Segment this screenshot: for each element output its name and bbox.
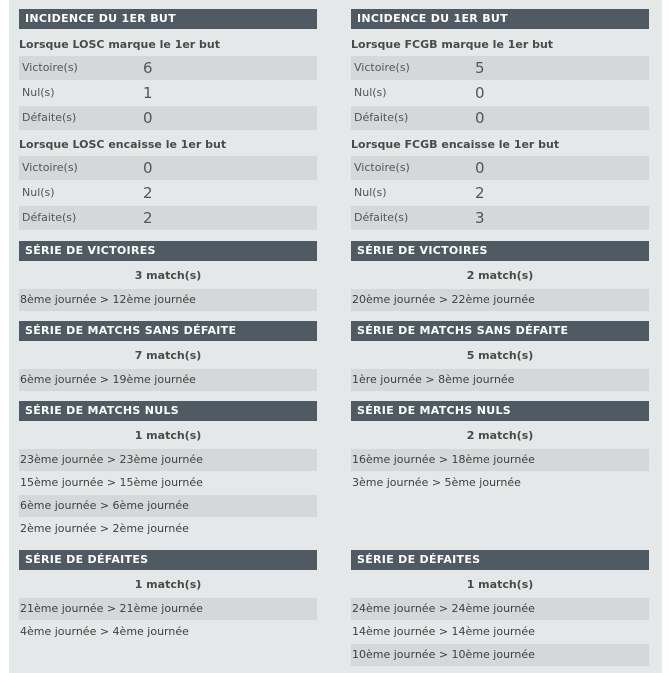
stat-label: Nul(s): [22, 86, 55, 99]
streak-range: [351, 644, 649, 666]
stat-label: Nul(s): [354, 186, 387, 199]
streak-range: [19, 621, 317, 643]
streak-range-text: 6ème journée > 19ème journée: [20, 373, 196, 386]
stat-label: Nul(s): [354, 86, 387, 99]
streak-range-text: 1ère journée > 8ème journée: [352, 373, 515, 386]
streak-range: [19, 449, 317, 471]
streak-range: [19, 472, 317, 494]
defeats-streak-header: SÉRIE DE DÉFAITES: [19, 550, 317, 570]
unbeaten-streak-header: SÉRIE DE MATCHS SANS DÉFAITE: [19, 321, 317, 341]
stat-value: 5: [475, 59, 485, 77]
streak-range-text: 2ème journée > 2ème journée: [20, 522, 189, 535]
defeats-streak-count: 1 match(s): [466, 578, 534, 591]
stat-label: Victoire(s): [22, 161, 78, 174]
incidence-header: INCIDENCE DU 1ER BUT: [19, 9, 317, 29]
stat-row-draws: [351, 181, 649, 205]
wins-streak-count: 3 match(s): [134, 269, 202, 282]
stat-row-draws: [19, 181, 317, 205]
streak-range: [351, 289, 649, 311]
stat-row-draws: [19, 81, 317, 105]
stat-value: 0: [475, 84, 485, 102]
streak-range: [351, 472, 649, 494]
streak-range-text: 16ème journée > 18ème journée: [352, 453, 535, 466]
streak-range-text: 15ème journée > 15ème journée: [20, 476, 203, 489]
stat-row-defeats: [19, 206, 317, 230]
stat-row-defeats: [19, 106, 317, 130]
streak-range: [19, 598, 317, 620]
wins-streak-header: SÉRIE DE VICTOIRES: [19, 241, 317, 261]
stat-value: 2: [475, 184, 485, 202]
stat-row-wins: [351, 156, 649, 180]
concedes-first-label: Lorsque LOSC encaisse le 1er but: [19, 138, 227, 151]
incidence-header: INCIDENCE DU 1ER BUT: [351, 9, 649, 29]
streak-range: [351, 598, 649, 620]
streak-range-text: 23ème journée > 23ème journée: [20, 453, 203, 466]
stat-label: Défaite(s): [354, 111, 409, 124]
stat-row-defeats: [351, 106, 649, 130]
stat-label: Défaite(s): [354, 211, 409, 224]
streak-range-text: 24ème journée > 24ème journée: [352, 602, 535, 615]
stat-label: Victoire(s): [354, 61, 410, 74]
streak-range: [19, 289, 317, 311]
streak-range-text: 6ème journée > 6ème journée: [20, 499, 189, 512]
streak-range: [19, 495, 317, 517]
streak-range-text: 10ème journée > 10ème journée: [352, 648, 535, 661]
stat-value: 3: [475, 209, 485, 227]
stat-value: 0: [143, 159, 153, 177]
scores-first-label: Lorsque FCGB marque le 1er but: [351, 38, 554, 51]
concedes-first-label: Lorsque FCGB encaisse le 1er but: [351, 138, 560, 151]
streak-range: [19, 518, 317, 540]
stat-value: 2: [143, 209, 153, 227]
streak-range-text: 3ème journée > 5ème journée: [352, 476, 521, 489]
stat-value: 0: [143, 109, 153, 127]
unbeaten-streak-header: SÉRIE DE MATCHS SANS DÉFAITE: [351, 321, 649, 341]
stat-value: 0: [475, 159, 485, 177]
streak-range: [19, 369, 317, 391]
stat-value: 1: [143, 84, 153, 102]
defeats-streak-count: 1 match(s): [134, 578, 202, 591]
stat-value: 2: [143, 184, 153, 202]
unbeaten-streak-count: 5 match(s): [466, 349, 534, 362]
streak-range: [351, 369, 649, 391]
streak-range-text: 4ème journée > 4ème journée: [20, 625, 189, 638]
streak-range: [351, 621, 649, 643]
stat-value: 6: [143, 59, 153, 77]
draws-streak-count: 2 match(s): [466, 429, 534, 442]
draws-streak-count: 1 match(s): [134, 429, 202, 442]
stat-label: Victoire(s): [354, 161, 410, 174]
draws-streak-header: SÉRIE DE MATCHS NULS: [351, 401, 649, 421]
stat-row-wins: [351, 56, 649, 80]
stat-row-wins: [19, 56, 317, 80]
streak-range-text: 21ème journée > 21ème journée: [20, 602, 203, 615]
wins-streak-count: 2 match(s): [466, 269, 534, 282]
scores-first-label: Lorsque LOSC marque le 1er but: [19, 38, 221, 51]
streak-range-text: 8ème journée > 12ème journée: [20, 293, 196, 306]
streak-range-text: 14ème journée > 14ème journée: [352, 625, 535, 638]
stat-label: Nul(s): [22, 186, 55, 199]
draws-streak-header: SÉRIE DE MATCHS NULS: [19, 401, 317, 421]
stat-label: Défaite(s): [22, 111, 77, 124]
streak-range: [351, 449, 649, 471]
wins-streak-header: SÉRIE DE VICTOIRES: [351, 241, 649, 261]
stat-label: Victoire(s): [22, 61, 78, 74]
unbeaten-streak-count: 7 match(s): [134, 349, 202, 362]
stat-value: 0: [475, 109, 485, 127]
defeats-streak-header: SÉRIE DE DÉFAITES: [351, 550, 649, 570]
stat-row-draws: [351, 81, 649, 105]
stat-label: Défaite(s): [22, 211, 77, 224]
stat-row-wins: [19, 156, 317, 180]
streak-range-text: 20ème journée > 22ème journée: [352, 293, 535, 306]
stat-row-defeats: [351, 206, 649, 230]
